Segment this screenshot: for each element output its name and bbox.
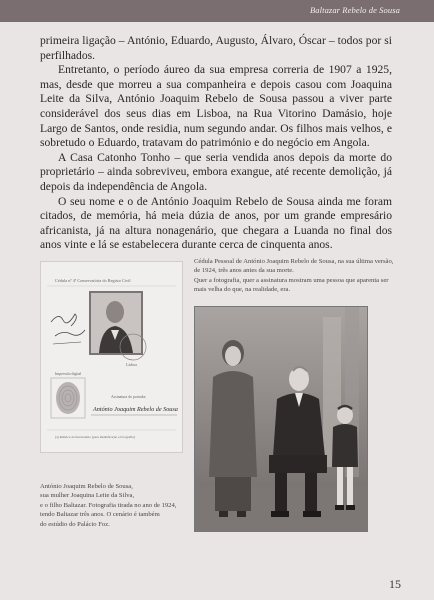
document-heading: Cédula nº 4ª Conservatória do Registo Civil bbox=[55, 278, 131, 283]
family-photograph-drawing bbox=[195, 307, 367, 531]
photograph-caption-line-1: António Joaquim Rebelo de Sousa, bbox=[40, 483, 133, 490]
document-caption-line-1: Cédula Pessoal de António Joaquim Rebelo de Sousa, na sua última versão, de 1924, três anos antes da sua morte. bbox=[194, 258, 394, 275]
body-paragraph-1: primeira ligação – António, Eduardo, Augusto, Álvaro, Óscar – todos por si perfilhados. bbox=[40, 34, 392, 62]
document-caption-line-2: Quer a fotografia, quer a assinatura mostram uma pessoa que aparenta ser mais velha do que, na realidade, era. bbox=[194, 276, 389, 294]
identity-document-drawing bbox=[41, 262, 182, 452]
family-photograph bbox=[194, 306, 368, 532]
body-paragraph-4: O seu nome e o de António Joaquim Rebelo de Sousa ainda me foram citados, de memória, há meia dúzia de anos, por um grande empresário africanista, já na altura nonagenário, que chegara a Luanda no final dos anos vinte e lá se estabelecera durante cerca de cinquenta anos. bbox=[40, 194, 392, 252]
identity-document-image bbox=[40, 261, 183, 453]
document-footer-label: (a) Rubrica do funcionário (para identificação e fotografia) bbox=[55, 435, 135, 439]
photograph-caption-line-3: e o filho Baltazar. Fotografia tirada no ano de 1924, bbox=[40, 501, 177, 509]
body-text bbox=[40, 34, 392, 253]
body-paragraph-2: Entretanto, o período áureo da sua empresa correria de 1907 a 1925, mas, desde que morreu a sua companheira e depois casou com Joaquina Leite da Silva, António Joaquim Rebelo de Sousa passou a viver parte considerável dos seus dias em Lisboa, na Rua Vitorino Damásio, hoje Largo de Santos, onde residia, num segundo andar. Os filhos mais velhos, e sobretudo o Eduardo, tratavam do património e do negócio em Angola. bbox=[40, 63, 392, 150]
signature-label: Assinatura do portador bbox=[111, 395, 146, 399]
photograph-caption bbox=[40, 482, 185, 529]
body-paragraph-3: A Casa Catonho Tonho – que seria vendida anos depois da morte do proprietário – ainda sobreviveu, embora exangue, até recente demolição, já depois da independência de Angola. bbox=[40, 150, 392, 193]
page-number: 15 bbox=[389, 577, 401, 591]
photograph-caption-line-5: do estúdio do Palácio Foz. bbox=[40, 520, 110, 528]
photograph-caption-line-2: sua mulher Joaquina Leite da Silva, bbox=[40, 492, 135, 500]
photograph-caption-line-4: tendo Baltazar três anos. O cenário é também bbox=[40, 511, 160, 519]
thumbprint-label: Impressão digital bbox=[55, 372, 82, 376]
document-signature: António Joaquim Rebelo de Sousa bbox=[93, 406, 178, 413]
running-header-title: Baltazar Rebelo de Sousa bbox=[310, 5, 400, 15]
running-header-bar bbox=[0, 0, 434, 22]
document-caption bbox=[194, 257, 394, 295]
stamp-text: Lisboa bbox=[126, 362, 137, 367]
